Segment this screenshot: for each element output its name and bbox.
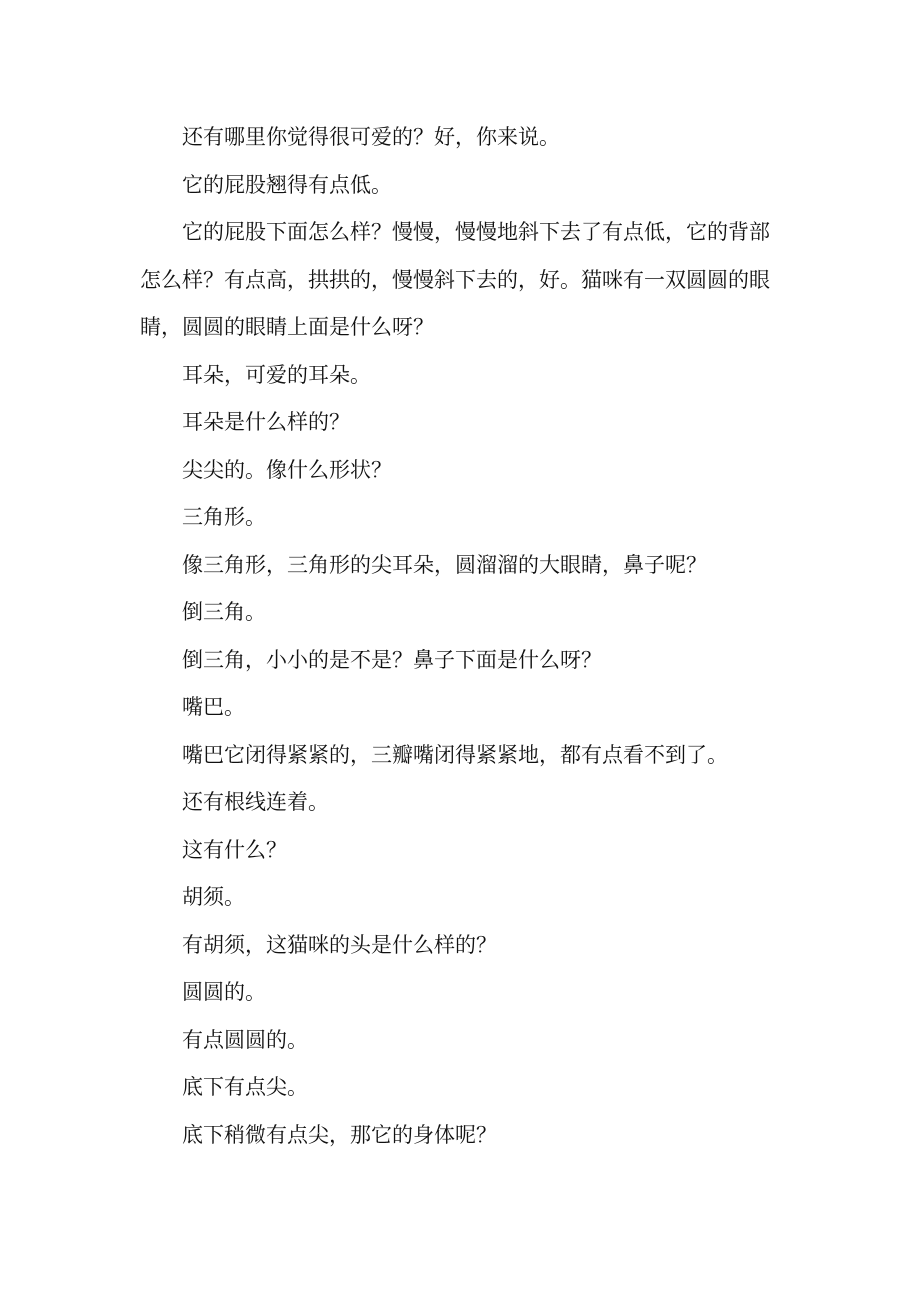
paragraph: 这有什么？	[182, 837, 287, 862]
paragraph: 尖尖的。像什么形状？	[182, 457, 392, 482]
paragraph: 耳朵，可爱的耳朵。	[182, 362, 371, 387]
paragraph: 耳朵是什么样的？	[182, 410, 350, 434]
document-body	[140, 114, 788, 1159]
paragraph: 三角形。	[182, 505, 266, 529]
paragraph: 倒三角。	[182, 600, 266, 624]
paragraph: 像三角形，三角形的尖耳朵，圆溜溜的大眼睛，鼻子呢？	[182, 552, 707, 577]
paragraph: 它的屁股下面怎么样？慢慢，慢慢地斜下去了有点低，它的背部怎么样？有点高，拱拱的，慢慢斜下去的，好。猫咪有一双圆圆的眼睛，圆圆的眼睛上面是什么呀？	[140, 220, 770, 339]
paragraph: 嘴巴它闭得紧紧的，三瓣嘴闭得紧紧地，都有点看不到了。	[182, 742, 728, 767]
paragraph: 胡须。	[182, 885, 245, 909]
paragraph: 倒三角，小小的是不是？鼻子下面是什么呀？	[182, 647, 602, 672]
paragraph: 底下稍微有点尖，那它的身体呢？	[182, 1122, 497, 1147]
paragraph: 圆圆的。	[182, 980, 266, 1004]
paragraph: 有点圆圆的。	[182, 1027, 308, 1052]
paragraph: 嘴巴。	[182, 695, 245, 719]
paragraph: 有胡须，这猫咪的头是什么样的？	[182, 932, 497, 957]
paragraph: 还有哪里你觉得很可爱的？好，你来说。	[182, 125, 560, 149]
paragraph: 还有根线连着。	[182, 790, 329, 814]
paragraph: 底下有点尖。	[182, 1075, 308, 1099]
paragraph: 它的屁股翘得有点低。	[182, 172, 392, 197]
